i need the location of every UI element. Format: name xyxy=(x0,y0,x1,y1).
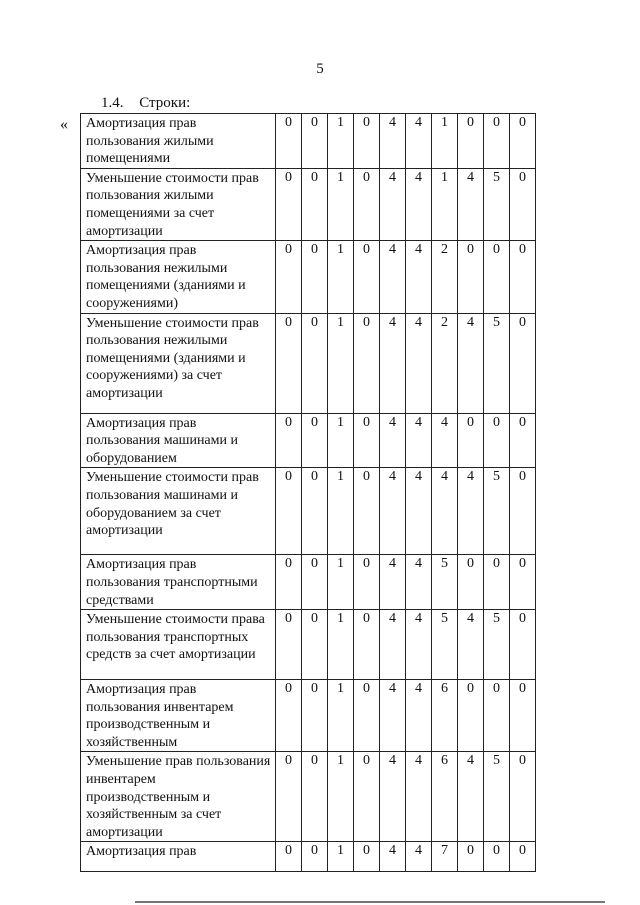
table-row xyxy=(81,752,536,842)
code-digit: 0 xyxy=(302,168,328,240)
code-digit: 0 xyxy=(510,752,536,842)
code-digit: 0 xyxy=(276,610,302,680)
code-digit: 4 xyxy=(380,610,406,680)
code-digit: 0 xyxy=(302,555,328,610)
code-digit: 0 xyxy=(458,413,484,468)
code-digit: 0 xyxy=(510,842,536,872)
opening-quote-mark: « xyxy=(60,116,68,133)
code-digit: 0 xyxy=(302,241,328,313)
code-digit: 1 xyxy=(432,168,458,240)
row-name: Уменьшение стоимости прав пользования жилыми помещениями за счет амортизации xyxy=(81,168,276,240)
code-digit: 0 xyxy=(484,555,510,610)
code-digit: 4 xyxy=(406,468,432,555)
code-digit: 0 xyxy=(276,555,302,610)
code-digit: 0 xyxy=(484,413,510,468)
code-digit: 1 xyxy=(328,468,354,555)
code-digit: 0 xyxy=(354,842,380,872)
code-digit: 5 xyxy=(484,610,510,680)
code-digit: 4 xyxy=(380,468,406,555)
code-digit: 0 xyxy=(276,313,302,413)
table-row xyxy=(81,241,536,313)
row-name: Амортизация прав пользования машинами и оборудованием xyxy=(81,413,276,468)
code-digit: 4 xyxy=(406,241,432,313)
row-name: Амортизация прав пользования нежилыми помещениями (зданиями и сооружениями) xyxy=(81,241,276,313)
code-digit: 4 xyxy=(406,413,432,468)
code-digit: 0 xyxy=(302,752,328,842)
code-digit: 0 xyxy=(302,114,328,169)
code-digit: 0 xyxy=(354,241,380,313)
code-digit: 4 xyxy=(458,610,484,680)
code-digit: 0 xyxy=(276,241,302,313)
code-digit: 1 xyxy=(328,168,354,240)
code-digit: 0 xyxy=(276,680,302,752)
row-name: Амортизация прав xyxy=(81,842,276,872)
code-digit: 0 xyxy=(510,313,536,413)
code-digit: 0 xyxy=(354,680,380,752)
code-digit: 1 xyxy=(328,752,354,842)
code-digit: 1 xyxy=(432,114,458,169)
code-digit: 0 xyxy=(458,114,484,169)
code-digit: 0 xyxy=(276,114,302,169)
code-digit: 4 xyxy=(458,168,484,240)
code-digit: 4 xyxy=(380,680,406,752)
code-digit: 4 xyxy=(406,610,432,680)
code-digit: 0 xyxy=(354,468,380,555)
code-digit: 7 xyxy=(432,842,458,872)
code-digit: 0 xyxy=(302,468,328,555)
section-title: Строки: xyxy=(139,95,191,111)
row-name: Уменьшение стоимости прав пользования машинами и оборудованием за счет амортизации xyxy=(81,468,276,555)
code-digit: 0 xyxy=(302,413,328,468)
code-digit: 0 xyxy=(354,555,380,610)
section-heading xyxy=(101,95,190,112)
code-digit: 0 xyxy=(458,842,484,872)
code-digit: 0 xyxy=(354,168,380,240)
code-digit: 0 xyxy=(354,752,380,842)
code-digit: 0 xyxy=(484,842,510,872)
code-digit: 0 xyxy=(276,168,302,240)
code-digit: 0 xyxy=(484,680,510,752)
code-digit: 5 xyxy=(484,752,510,842)
code-digit: 4 xyxy=(458,752,484,842)
bottom-scan-edge xyxy=(135,901,605,903)
code-digit: 0 xyxy=(302,313,328,413)
code-digit: 0 xyxy=(302,610,328,680)
table-row xyxy=(81,555,536,610)
code-digit: 5 xyxy=(432,610,458,680)
code-digit: 0 xyxy=(354,114,380,169)
code-digit: 0 xyxy=(510,168,536,240)
code-digit: 4 xyxy=(432,468,458,555)
table-row xyxy=(81,313,536,413)
code-digit: 5 xyxy=(484,468,510,555)
code-digit: 6 xyxy=(432,752,458,842)
code-digit: 4 xyxy=(380,413,406,468)
code-digit: 4 xyxy=(406,555,432,610)
row-name: Амортизация прав пользования инвентарем производственным и хозяйственным xyxy=(81,680,276,752)
row-name: Уменьшение стоимости прав пользования нежилыми помещениями (зданиями и сооружениями) за счет амортизации xyxy=(81,313,276,413)
code-digit: 6 xyxy=(432,680,458,752)
code-digit: 4 xyxy=(458,468,484,555)
table-row xyxy=(81,468,536,555)
code-digit: 0 xyxy=(354,313,380,413)
table-row xyxy=(81,168,536,240)
code-digit: 1 xyxy=(328,555,354,610)
code-digit: 0 xyxy=(484,114,510,169)
code-digit: 4 xyxy=(406,752,432,842)
page-number: 5 xyxy=(316,61,324,77)
table-row xyxy=(81,842,536,872)
code-digit: 5 xyxy=(484,168,510,240)
code-digit: 0 xyxy=(510,241,536,313)
code-digit: 2 xyxy=(432,241,458,313)
code-digit: 1 xyxy=(328,610,354,680)
code-digit: 0 xyxy=(302,680,328,752)
code-digit: 0 xyxy=(458,680,484,752)
code-digit: 0 xyxy=(510,610,536,680)
code-digit: 1 xyxy=(328,842,354,872)
row-name: Амортизация прав пользования транспортными средствами xyxy=(81,555,276,610)
code-digit: 1 xyxy=(328,680,354,752)
code-digit: 4 xyxy=(380,313,406,413)
code-digit: 4 xyxy=(380,114,406,169)
code-digit: 0 xyxy=(276,752,302,842)
code-digit: 0 xyxy=(510,680,536,752)
table-row xyxy=(81,114,536,169)
table-row xyxy=(81,413,536,468)
code-digit: 0 xyxy=(302,842,328,872)
code-digit: 0 xyxy=(354,610,380,680)
row-name: Уменьшение стоимости права пользования транспортных средств за счет амортизации xyxy=(81,610,276,680)
table-row xyxy=(81,680,536,752)
code-digit: 0 xyxy=(510,468,536,555)
budget-code-table xyxy=(80,113,536,872)
code-digit: 0 xyxy=(458,555,484,610)
code-digit: 2 xyxy=(432,313,458,413)
code-digit: 4 xyxy=(380,241,406,313)
code-digit: 1 xyxy=(328,241,354,313)
code-digit: 4 xyxy=(406,313,432,413)
code-digit: 4 xyxy=(458,313,484,413)
code-digit: 0 xyxy=(510,555,536,610)
code-digit: 0 xyxy=(354,413,380,468)
code-digit: 4 xyxy=(432,413,458,468)
code-digit: 0 xyxy=(276,468,302,555)
code-digit: 0 xyxy=(510,413,536,468)
code-digit: 4 xyxy=(380,842,406,872)
code-digit: 4 xyxy=(380,752,406,842)
code-digit: 5 xyxy=(484,313,510,413)
section-number: 1.4. xyxy=(101,95,124,111)
code-digit: 4 xyxy=(406,168,432,240)
code-digit: 4 xyxy=(406,680,432,752)
code-digit: 0 xyxy=(276,842,302,872)
code-digit: 0 xyxy=(276,413,302,468)
code-digit: 4 xyxy=(380,168,406,240)
code-digit: 1 xyxy=(328,313,354,413)
code-digit: 0 xyxy=(510,114,536,169)
code-digit: 4 xyxy=(406,842,432,872)
row-name: Уменьшение прав пользования инвентарем производственным и хозяйственным за счет амортизации xyxy=(81,752,276,842)
code-digit: 4 xyxy=(406,114,432,169)
table-row xyxy=(81,610,536,680)
row-name: Амортизация прав пользования жилыми помещениями xyxy=(81,114,276,169)
code-digit: 1 xyxy=(328,413,354,468)
code-digit: 4 xyxy=(380,555,406,610)
code-digit: 5 xyxy=(432,555,458,610)
code-digit: 0 xyxy=(458,241,484,313)
code-digit: 0 xyxy=(484,241,510,313)
code-digit: 1 xyxy=(328,114,354,169)
